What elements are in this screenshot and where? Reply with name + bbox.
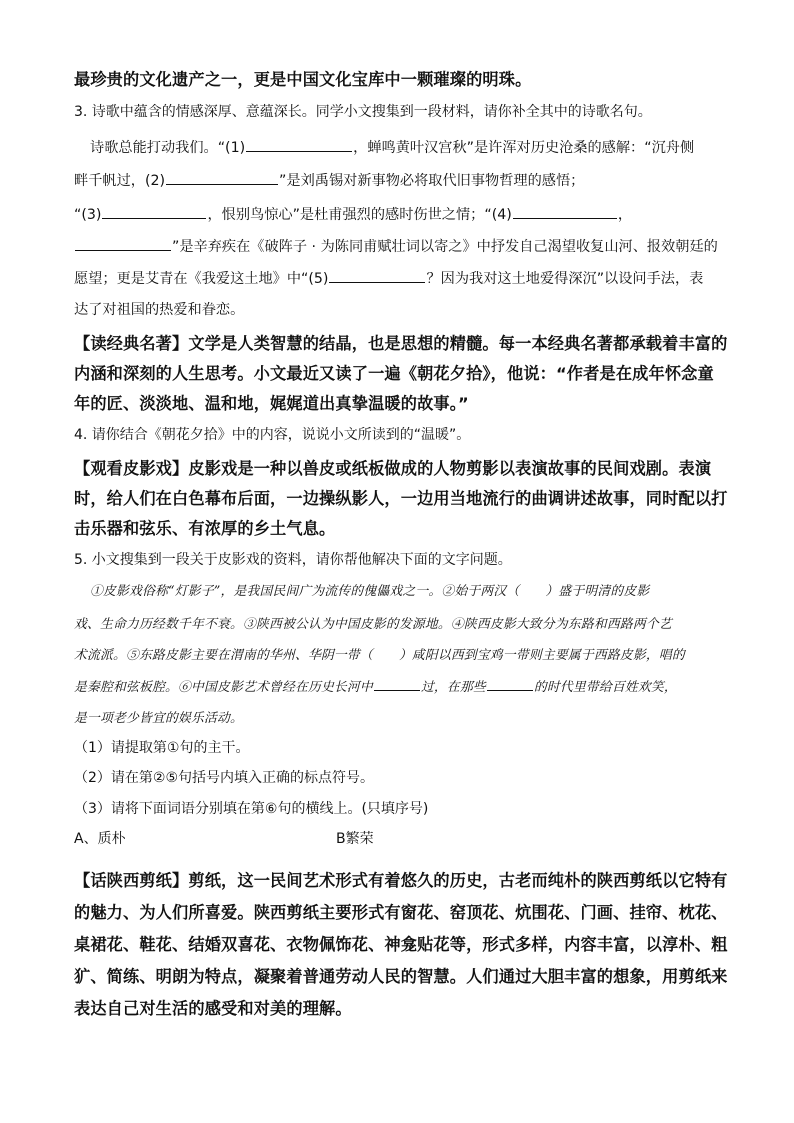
answer-blank-5[interactable] [329, 268, 425, 283]
poem-line-1 [90, 137, 694, 157]
papercut-section-line: 的魅力、为人们所喜爱。陕西剪纸主要形式有窗花、窑顶花、炕围花、门画、挂帘、枕花、 [74, 903, 728, 922]
sub-question-2: （2）请在第②⑤句括号内填入正确的标点符号。 [74, 770, 375, 786]
answer-blank-4[interactable] [513, 204, 617, 219]
poem-text: ，恨别鸟惊心”是杜甫强烈的感时伤世之情；“(4) [207, 207, 512, 223]
material-text: 术流派。⑤东路皮影主要在渭南的华州、华阴一带（ [74, 648, 373, 663]
poem-line-2 [74, 170, 584, 190]
word-blank-2[interactable] [487, 678, 533, 691]
poem-text: “(3) [74, 207, 102, 223]
material-text: 的时代里带给百姓欢笑， [533, 680, 677, 695]
question-4-prompt: 4. 请你结合《朝花夕拾》中的内容，说说小文所读到的“温暖”。 [74, 427, 471, 443]
poem-line-4 [74, 236, 718, 256]
material-line-4 [74, 676, 677, 695]
poem-text: 愿望；更是艾青在《我爱这土地》中“(5) [74, 271, 329, 287]
material-text: 是秦腔和弦板腔。⑥中国皮影艺术曾经在历史长河中 [74, 680, 373, 695]
material-text: ）盛于明清的皮影 [545, 584, 650, 599]
poem-text: ？因为我对这土地爱得深沉”以设问手法，表 [426, 271, 704, 287]
material-line-1 [90, 580, 649, 599]
poem-text: 诗歌总能打动我们。“(1) [90, 140, 246, 156]
shadow-section-line: 【观看皮影戏】皮影戏是一种以兽皮或纸板做成的人物剪影以表演故事的民间戏剧。表演 [74, 459, 712, 478]
sub-question-1: （1）请提取第①句的主干。 [74, 740, 250, 756]
sub-question-3: （3）请将下面词语分别填在第⑥句的横线上。(只填序号) [74, 801, 429, 817]
answer-blank-1[interactable] [246, 137, 352, 152]
option-b: B繁荣 [336, 831, 374, 847]
poem-line-5 [74, 268, 703, 288]
question-5-prompt: 5. 小文搜集到一段关于皮影戏的资料，请你帮他解决下面的文字问题。 [74, 552, 512, 568]
shadow-section-line: 时，给人们在白色幕布后面，一边操纵影人，一边用当地流行的曲调讲述故事，同时配以打 [74, 489, 728, 508]
poem-text: ”是刘禹锡对新事物必将取代旧事物哲理的感悟； [279, 173, 585, 189]
question-3-prompt: 3. 诗歌中蕴含的情感深厚、意蕴深长。同学小文搜集到一段材料，请你补全其中的诗歌名句。 [74, 104, 652, 120]
material-text: ①皮影戏俗称“灯影子”，是我国民间广为流传的傀儡戏之一。②始于两汉（ [90, 584, 520, 599]
reading-section-line: 内涵和深刻的人生思考。小文最近又读了一遍《朝花夕拾》，他说：“作者是在成年怀念童 [74, 364, 714, 383]
poem-line-3 [74, 204, 632, 224]
material-line-2: 戏、生命力历经数千年不衰。③陕西被公认为中国皮影的发源地。④陕西皮影大致分为东路和西路两个艺 [74, 617, 672, 632]
papercut-section-line: 犷、简练、明朗为特点，凝聚着普通劳动人民的智慧。人们通过大胆丰富的想象，用剪纸来 [74, 967, 728, 986]
shadow-section-line: 击乐器和弦乐、有浓厚的乡土气息。 [74, 519, 336, 538]
poem-line-6: 达了对祖国的热爱和眷恋。 [74, 302, 245, 318]
reading-section-line: 【读经典名著】文学是人类智慧的结晶，也是思想的精髓。每一本经典名著都承载着丰富的 [74, 334, 728, 353]
poem-text: ，蝉鸣黄叶汉宫秋”是许浑对历史沧桑的感解：“沉舟侧 [353, 140, 695, 156]
poem-text: 畔千帆过，(2) [74, 173, 166, 189]
papercut-section-line: 桌裙花、鞋花、结婚双喜花、衣物佩饰花、神龛贴花等，形式多样，内容丰富，以淳朴、粗 [74, 935, 728, 954]
intro-text-line: 最珍贵的文化遗产之一，更是中国文化宝库中一颗璀璨的明珠。 [74, 70, 532, 89]
poem-text: ”是辛弃疾在《破阵子 · 为陈同甫赋壮词以寄之》中抒发自己渴望收复山河、报效朝廷的 [172, 239, 718, 255]
word-blank-1[interactable] [374, 678, 420, 691]
answer-blank-4-continued[interactable] [75, 236, 171, 251]
option-a: A、质朴 [74, 831, 126, 847]
material-text: ）咸阳以西到宝鸡一带则主要属于西路皮影，唱的 [398, 648, 685, 663]
papercut-section-line: 【话陕西剪纸】剪纸，这一民间艺术形式有着悠久的历史，古老而纯朴的陕西剪纸以它特有 [74, 871, 728, 890]
material-text: 过，在那些 [420, 680, 486, 695]
answer-blank-2[interactable] [166, 170, 278, 185]
papercut-section-line: 表达自己对生活的感受和对美的理解。 [74, 999, 352, 1018]
answer-blank-3[interactable] [102, 204, 206, 219]
reading-section-line: 年的匠、淡淡地、温和地，娓娓道出真挚温暖的故事。” [74, 394, 469, 413]
poem-text: ， [617, 207, 633, 223]
material-line-3 [74, 644, 685, 663]
material-line-5: 是一项老少皆宜的娱乐活动。 [74, 711, 243, 726]
